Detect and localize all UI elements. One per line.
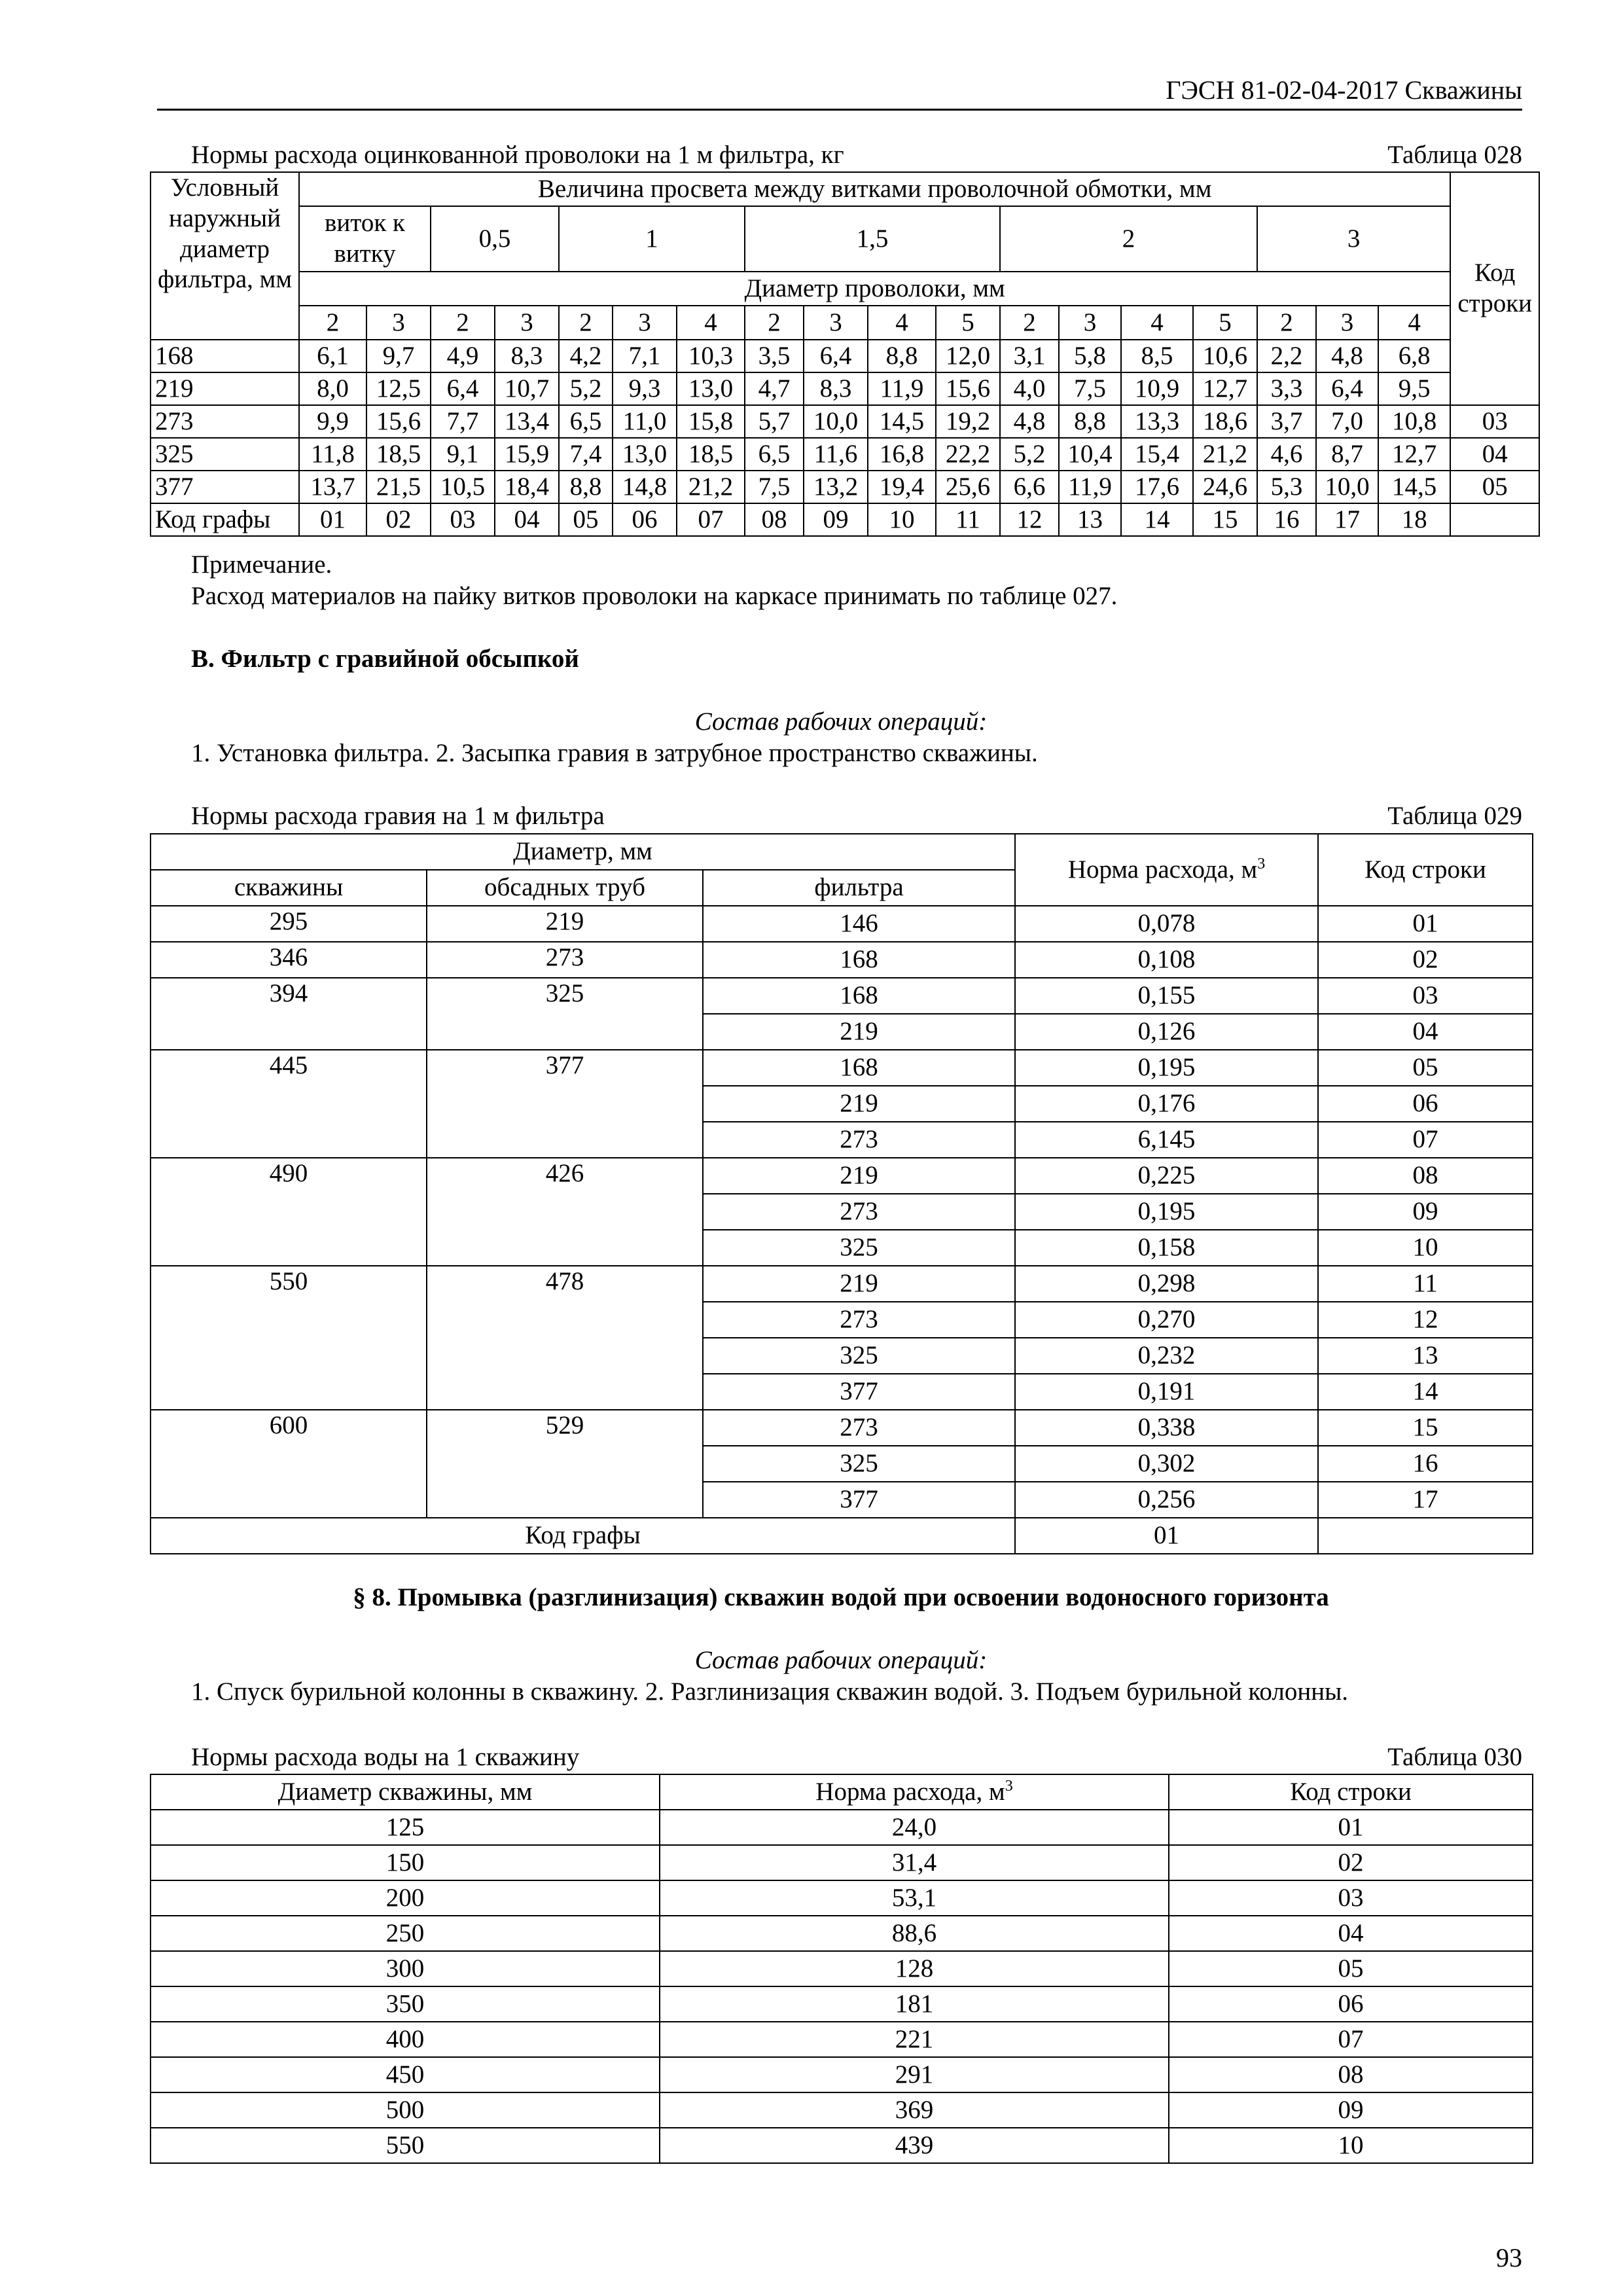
t029-norm: 0,176 <box>1015 1086 1318 1122</box>
t029-casing-diameter: 426 <box>427 1158 703 1266</box>
t029-row-code: 06 <box>1318 1086 1533 1122</box>
t030-well-diameter: 125 <box>151 1810 660 1845</box>
t028-value: 21,5 <box>366 471 431 503</box>
t028-wire-diameter: 2 <box>299 306 366 340</box>
t030-row <box>151 1951 1533 1986</box>
t028-col-code: 05 <box>559 503 613 536</box>
t028-col-code-row <box>151 503 1539 536</box>
t028-col-code: 14 <box>1121 503 1193 536</box>
t029-row-code: 03 <box>1318 978 1533 1014</box>
t029-filter-diameter: 273 <box>703 1194 1015 1230</box>
t028-value: 10,0 <box>804 405 868 438</box>
t028-value: 5,2 <box>559 372 613 405</box>
t028-value: 17,6 <box>1121 471 1193 503</box>
t028-value: 21,2 <box>677 471 745 503</box>
t028-col-code: 07 <box>677 503 745 536</box>
t029-norm: 0,195 <box>1015 1194 1318 1230</box>
t028-value: 9,7 <box>366 340 431 372</box>
t028-value: 8,8 <box>868 340 936 372</box>
t029-filter-diameter: 146 <box>703 906 1015 942</box>
t028-value: 7,7 <box>431 405 495 438</box>
t030-norm: 291 <box>660 2057 1169 2092</box>
t030-row-code: 02 <box>1169 1845 1533 1880</box>
t029-row-code: 17 <box>1318 1482 1533 1518</box>
t028-value: 4,7 <box>745 372 804 405</box>
t029-casing-diameter: 377 <box>427 1050 703 1158</box>
t028-value: 10,4 <box>1059 438 1121 471</box>
t029-row <box>151 1266 1533 1302</box>
t028-value: 2,2 <box>1257 340 1316 372</box>
t028-value: 4,6 <box>1257 438 1316 471</box>
t028-value: 13,3 <box>1121 405 1193 438</box>
running-head: ГЭСН 81-02-04-2017 Скважины <box>1166 75 1522 105</box>
t028-value: 10,9 <box>1121 372 1193 405</box>
t030-well-diameter: 550 <box>151 2128 660 2163</box>
t028-value: 6,1 <box>299 340 366 372</box>
t028-value: 10,6 <box>1193 340 1257 372</box>
t030-row-code: 04 <box>1169 1916 1533 1951</box>
t029-header-diameter: Диаметр, мм <box>151 834 1015 870</box>
section-v-title: В. Фильтр с гравийной обсыпкой <box>191 645 579 673</box>
t028-wire-diameter: 5 <box>1193 306 1257 340</box>
t028-value: 15,8 <box>677 405 745 438</box>
t028-value: 6,4 <box>804 340 868 372</box>
t028-value: 12,7 <box>1378 438 1450 471</box>
t029-well-diameter: 445 <box>151 1050 427 1158</box>
t028-value: 18,5 <box>366 438 431 471</box>
t028-col-code: 11 <box>936 503 1000 536</box>
header-rule <box>157 109 1522 111</box>
table-030-number: Таблица 030 <box>1387 1743 1522 1771</box>
t029-well-diameter: 295 <box>151 906 427 942</box>
t028-value: 12,7 <box>1193 372 1257 405</box>
t028-header-gap: Величина просвета между витками проволочной обмотки, мм <box>299 172 1450 206</box>
t030-well-diameter: 500 <box>151 2092 660 2128</box>
section-8-title: § 8. Промывка (разглинизация) скважин водой при освоении водоносного горизонта <box>353 1583 1329 1611</box>
t030-norm: 53,1 <box>660 1880 1169 1916</box>
ops-text-2: 1. Спуск бурильной колонны в скважину. 2. Разглинизация скважин водой. 3. Подъем бурильной колонны. <box>191 1677 1349 1706</box>
t029-casing-diameter: 273 <box>427 942 703 978</box>
t028-value: 7,5 <box>1059 372 1121 405</box>
t028-value: 13,0 <box>677 372 745 405</box>
t029-norm: 0,108 <box>1015 942 1318 978</box>
t029-empty-cell <box>1318 1518 1533 1554</box>
ops-text-1: 1. Установка фильтра. 2. Засыпка гравия в затрубное пространство скважины. <box>191 739 1038 767</box>
table-030-caption: Нормы расхода воды на 1 скважину <box>191 1743 580 1771</box>
t028-filter-diameter: 219 <box>151 372 299 405</box>
t028-gap-header: виток к витку <box>299 206 431 272</box>
t030-well-diameter: 200 <box>151 1880 660 1916</box>
t029-filter-diameter: 325 <box>703 1338 1015 1374</box>
t028-row-code: 05 <box>1450 471 1539 503</box>
t029-norm: 0,191 <box>1015 1374 1318 1410</box>
t028-value: 7,0 <box>1316 405 1378 438</box>
t028-value: 10,3 <box>677 340 745 372</box>
t028-value: 24,6 <box>1193 471 1257 503</box>
t028-value: 9,3 <box>613 372 677 405</box>
t028-row-code: 03 <box>1450 405 1539 438</box>
t028-value: 11,6 <box>804 438 868 471</box>
t028-value: 12,0 <box>936 340 1000 372</box>
t029-row <box>151 1158 1533 1194</box>
t029-well-diameter: 550 <box>151 1266 427 1410</box>
t028-value: 8,8 <box>1059 405 1121 438</box>
note-label: Примечание. <box>191 550 332 579</box>
table-028-caption: Нормы расхода оцинкованной проволоки на 1 м фильтра, кг <box>191 141 844 169</box>
t030-row-code: 03 <box>1169 1880 1533 1916</box>
t028-value: 18,4 <box>495 471 559 503</box>
t028-value: 10,7 <box>495 372 559 405</box>
t028-gap-header: 0,5 <box>431 206 559 272</box>
t028-wire-diameter: 3 <box>613 306 677 340</box>
t028-value: 5,2 <box>1000 438 1059 471</box>
t029-row <box>151 978 1533 1014</box>
t029-well-diameter: 346 <box>151 942 427 978</box>
t029-filter-diameter: 168 <box>703 978 1015 1014</box>
t028-col-code: 16 <box>1257 503 1316 536</box>
t029-row <box>151 1050 1533 1086</box>
t030-row-code: 08 <box>1169 2057 1533 2092</box>
t029-norm: 0,338 <box>1015 1410 1318 1446</box>
t030-well-diameter: 400 <box>151 2022 660 2057</box>
t028-wire-diameter: 2 <box>431 306 495 340</box>
t029-filter-diameter: 273 <box>703 1302 1015 1338</box>
t029-norm: 0,078 <box>1015 906 1318 942</box>
t029-filter-diameter: 377 <box>703 1482 1015 1518</box>
t028-col-code: 15 <box>1193 503 1257 536</box>
t029-header-filter: фильтра <box>703 870 1015 906</box>
t029-norm: 0,126 <box>1015 1014 1318 1050</box>
t029-filter-diameter: 273 <box>703 1122 1015 1158</box>
t028-col-code: 09 <box>804 503 868 536</box>
t028-wire-diameter: 2 <box>559 306 613 340</box>
t030-well-diameter: 450 <box>151 2057 660 2092</box>
t029-row-code: 10 <box>1318 1230 1533 1266</box>
t028-value: 13,2 <box>804 471 868 503</box>
t030-norm: 439 <box>660 2128 1169 2163</box>
t028-value: 19,4 <box>868 471 936 503</box>
t028-value: 11,9 <box>868 372 936 405</box>
t030-row <box>151 1880 1533 1916</box>
t028-wire-diameter: 3 <box>1059 306 1121 340</box>
t029-row <box>151 906 1533 942</box>
t028-value: 3,1 <box>1000 340 1059 372</box>
t029-row-code: 09 <box>1318 1194 1533 1230</box>
t028-col-code: 03 <box>431 503 495 536</box>
t028-value: 12,5 <box>366 372 431 405</box>
t029-norm: 0,155 <box>1015 978 1318 1014</box>
t028-col-code-label: Код графы <box>151 503 299 536</box>
t028-col-code: 10 <box>868 503 936 536</box>
t028-value: 22,2 <box>936 438 1000 471</box>
t030-row-code: 06 <box>1169 1986 1533 2022</box>
t028-col-code: 08 <box>745 503 804 536</box>
t028-value: 13,4 <box>495 405 559 438</box>
t029-norm: 0,195 <box>1015 1050 1318 1086</box>
t028-wire-diameter: 2 <box>1257 306 1316 340</box>
t030-row <box>151 2092 1533 2128</box>
t028-value: 7,5 <box>745 471 804 503</box>
table-029 <box>150 833 1533 1554</box>
t029-row-code: 05 <box>1318 1050 1533 1086</box>
t028-filter-diameter: 377 <box>151 471 299 503</box>
t030-norm: 31,4 <box>660 1845 1169 1880</box>
t029-filter-diameter: 168 <box>703 1050 1015 1086</box>
t029-col-code: 01 <box>1015 1518 1318 1554</box>
t029-norm: 0,256 <box>1015 1482 1318 1518</box>
t028-row-code: 04 <box>1450 438 1539 471</box>
t029-casing-diameter: 529 <box>427 1410 703 1518</box>
t029-filter-diameter: 219 <box>703 1086 1015 1122</box>
t028-value: 25,6 <box>936 471 1000 503</box>
t028-col-code: 12 <box>1000 503 1059 536</box>
ops-title-2: Состав рабочих операций: <box>694 1646 988 1674</box>
note-text: Расход материалов на пайку витков проволоки на каркасе принимать по таблице 027. <box>191 582 1118 610</box>
t028-value: 6,4 <box>1316 372 1378 405</box>
t028-value: 19,2 <box>936 405 1000 438</box>
t028-wire-diameter: 3 <box>495 306 559 340</box>
t030-well-diameter: 250 <box>151 1916 660 1951</box>
t028-value: 11,8 <box>299 438 366 471</box>
t030-norm: 369 <box>660 2092 1169 2128</box>
t028-row <box>151 340 1539 372</box>
t028-value: 3,3 <box>1257 372 1316 405</box>
t029-filter-diameter: 219 <box>703 1158 1015 1194</box>
t028-value: 10,8 <box>1378 405 1450 438</box>
t029-header-casing: обсадных труб <box>427 870 703 906</box>
t030-row <box>151 1986 1533 2022</box>
t030-header-norm: Норма расхода, $м^3$ <box>660 1774 1169 1810</box>
t028-value: 10,5 <box>431 471 495 503</box>
t030-row <box>151 1810 1533 1845</box>
t028-empty-cell <box>1450 503 1539 536</box>
t028-value: 14,8 <box>613 471 677 503</box>
t030-row-code: 07 <box>1169 2022 1533 2057</box>
t028-value: 11,9 <box>1059 471 1121 503</box>
t028-value: 8,3 <box>804 372 868 405</box>
t029-well-diameter: 394 <box>151 978 427 1050</box>
t030-row <box>151 2057 1533 2092</box>
t029-casing-diameter: 478 <box>427 1266 703 1410</box>
t028-wire-diameter: 2 <box>1000 306 1059 340</box>
t028-value: 4,8 <box>1000 405 1059 438</box>
t028-value: 11,0 <box>613 405 677 438</box>
t029-norm: 0,302 <box>1015 1446 1318 1482</box>
t029-header-well: скважины <box>151 870 427 906</box>
t029-well-diameter: 600 <box>151 1410 427 1518</box>
t028-value: 13,0 <box>613 438 677 471</box>
t028-value: 15,6 <box>366 405 431 438</box>
t028-value: 3,5 <box>745 340 804 372</box>
t028-row <box>151 438 1539 471</box>
t028-header-wire: Диаметр проволоки, мм <box>299 272 1450 306</box>
t029-row-code: 13 <box>1318 1338 1533 1374</box>
t028-value: 16,8 <box>868 438 936 471</box>
t028-value: 8,3 <box>495 340 559 372</box>
t028-value: 9,1 <box>431 438 495 471</box>
t030-row-code: 05 <box>1169 1951 1533 1986</box>
t028-header-row-code: Код строки <box>1450 172 1539 405</box>
t029-filter-diameter: 219 <box>703 1014 1015 1050</box>
t028-value: 6,5 <box>745 438 804 471</box>
t030-well-diameter: 300 <box>151 1951 660 1986</box>
t030-row <box>151 1845 1533 1880</box>
t028-value: 6,5 <box>559 405 613 438</box>
t028-value: 6,4 <box>431 372 495 405</box>
t028-value: 4,9 <box>431 340 495 372</box>
table-028 <box>150 171 1540 537</box>
t028-value: 8,0 <box>299 372 366 405</box>
t028-value: 8,5 <box>1121 340 1193 372</box>
t028-wire-diameter: 5 <box>936 306 1000 340</box>
t029-norm: 0,270 <box>1015 1302 1318 1338</box>
t028-value: 21,2 <box>1193 438 1257 471</box>
t028-col-code: 17 <box>1316 503 1378 536</box>
t028-value: 3,7 <box>1257 405 1316 438</box>
t028-value: 10,0 <box>1316 471 1378 503</box>
t029-col-code-row <box>151 1518 1533 1554</box>
table-028-number: Таблица 028 <box>1387 141 1522 169</box>
t029-row-code: 04 <box>1318 1014 1533 1050</box>
t028-wire-diameter: 3 <box>1316 306 1378 340</box>
t028-value: 4,2 <box>559 340 613 372</box>
t029-row-code: 01 <box>1318 906 1533 942</box>
t028-value: 15,6 <box>936 372 1000 405</box>
t028-value: 5,8 <box>1059 340 1121 372</box>
t028-value: 5,7 <box>745 405 804 438</box>
t029-filter-diameter: 325 <box>703 1230 1015 1266</box>
t030-header-code: Код строки <box>1169 1774 1533 1810</box>
t029-norm: 0,225 <box>1015 1158 1318 1194</box>
t028-col-code: 01 <box>299 503 366 536</box>
t028-col-code: 18 <box>1378 503 1450 536</box>
t028-col-code: 04 <box>495 503 559 536</box>
t028-value: 15,4 <box>1121 438 1193 471</box>
t030-norm: 128 <box>660 1951 1169 1986</box>
t029-row-code: 07 <box>1318 1122 1533 1158</box>
t029-filter-diameter: 325 <box>703 1446 1015 1482</box>
t029-filter-diameter: 377 <box>703 1374 1015 1410</box>
t029-norm: 0,232 <box>1015 1338 1318 1374</box>
t029-casing-diameter: 325 <box>427 978 703 1050</box>
t028-gap-header: 1,5 <box>745 206 1000 272</box>
t029-header-code: Код строки <box>1318 834 1533 906</box>
t028-wire-diameter: 4 <box>868 306 936 340</box>
t030-row <box>151 2022 1533 2057</box>
t028-gap-header: 3 <box>1257 206 1450 272</box>
t028-wire-diameter: 2 <box>745 306 804 340</box>
t030-row <box>151 2128 1533 2163</box>
t030-well-diameter: 350 <box>151 1986 660 2022</box>
t029-filter-diameter: 168 <box>703 942 1015 978</box>
t030-row <box>151 1916 1533 1951</box>
t028-wire-diameter: 4 <box>1378 306 1450 340</box>
t030-norm: 24,0 <box>660 1810 1169 1845</box>
t028-col-code: 06 <box>613 503 677 536</box>
t029-filter-diameter: 273 <box>703 1410 1015 1446</box>
t028-value: 7,4 <box>559 438 613 471</box>
t029-filter-diameter: 219 <box>703 1266 1015 1302</box>
t030-norm: 221 <box>660 2022 1169 2057</box>
table-029-number: Таблица 029 <box>1387 802 1522 830</box>
t029-row-code: 11 <box>1318 1266 1533 1302</box>
page-number: 93 <box>1496 2243 1522 2272</box>
t029-row <box>151 942 1533 978</box>
t028-value: 13,7 <box>299 471 366 503</box>
t028-wire-diameter: 4 <box>1121 306 1193 340</box>
t029-casing-diameter: 219 <box>427 906 703 942</box>
t029-row <box>151 1410 1533 1446</box>
t028-col-code: 13 <box>1059 503 1121 536</box>
t029-row-code: 12 <box>1318 1302 1533 1338</box>
t028-filter-diameter: 325 <box>151 438 299 471</box>
t028-value: 8,8 <box>559 471 613 503</box>
t028-gap-header: 1 <box>559 206 745 272</box>
t028-value: 14,5 <box>868 405 936 438</box>
t028-value: 9,5 <box>1378 372 1450 405</box>
table-029-caption: Нормы расхода гравия на 1 м фильтра <box>191 802 605 830</box>
t028-col-code: 02 <box>366 503 431 536</box>
t030-row-code: 10 <box>1169 2128 1533 2163</box>
t028-value: 7,1 <box>613 340 677 372</box>
t028-row <box>151 372 1539 405</box>
t028-row <box>151 405 1539 438</box>
t029-row-code: 15 <box>1318 1410 1533 1446</box>
t028-value: 14,5 <box>1378 471 1450 503</box>
t028-filter-diameter: 168 <box>151 340 299 372</box>
t030-row-code: 09 <box>1169 2092 1533 2128</box>
t028-row <box>151 471 1539 503</box>
t029-norm: 6,145 <box>1015 1122 1318 1158</box>
t028-filter-diameter: 273 <box>151 405 299 438</box>
t028-value: 6,8 <box>1378 340 1450 372</box>
t028-gap-header: 2 <box>1000 206 1257 272</box>
t029-norm: 0,158 <box>1015 1230 1318 1266</box>
t028-value: 6,6 <box>1000 471 1059 503</box>
t028-wire-diameter: 4 <box>677 306 745 340</box>
table-030 <box>150 1774 1533 2164</box>
t029-header-norm: Норма расхода, $м^3$ <box>1015 834 1318 906</box>
ops-title-1: Состав рабочих операций: <box>694 708 988 736</box>
t030-norm: 181 <box>660 1986 1169 2022</box>
t028-value: 4,0 <box>1000 372 1059 405</box>
t028-wire-diameter: 3 <box>804 306 868 340</box>
t028-value: 9,9 <box>299 405 366 438</box>
t028-value: 5,3 <box>1257 471 1316 503</box>
t029-row-code: 08 <box>1318 1158 1533 1194</box>
t029-row-code: 02 <box>1318 942 1533 978</box>
t030-norm: 88,6 <box>660 1916 1169 1951</box>
t028-value: 15,9 <box>495 438 559 471</box>
t029-norm: 0,298 <box>1015 1266 1318 1302</box>
t029-well-diameter: 490 <box>151 1158 427 1266</box>
t030-well-diameter: 150 <box>151 1845 660 1880</box>
t028-value: 18,5 <box>677 438 745 471</box>
t030-row-code: 01 <box>1169 1810 1533 1845</box>
t030-header-diameter: Диаметр скважины, мм <box>151 1774 660 1810</box>
t028-wire-diameter: 3 <box>366 306 431 340</box>
t028-value: 8,7 <box>1316 438 1378 471</box>
t029-row-code: 16 <box>1318 1446 1533 1482</box>
t028-value: 18,6 <box>1193 405 1257 438</box>
t029-col-code-label: Код графы <box>151 1518 1015 1554</box>
t028-value: 4,8 <box>1316 340 1378 372</box>
t028-header-diameter: Условный наружный диаметр фильтра, мм <box>151 172 299 340</box>
t029-row-code: 14 <box>1318 1374 1533 1410</box>
